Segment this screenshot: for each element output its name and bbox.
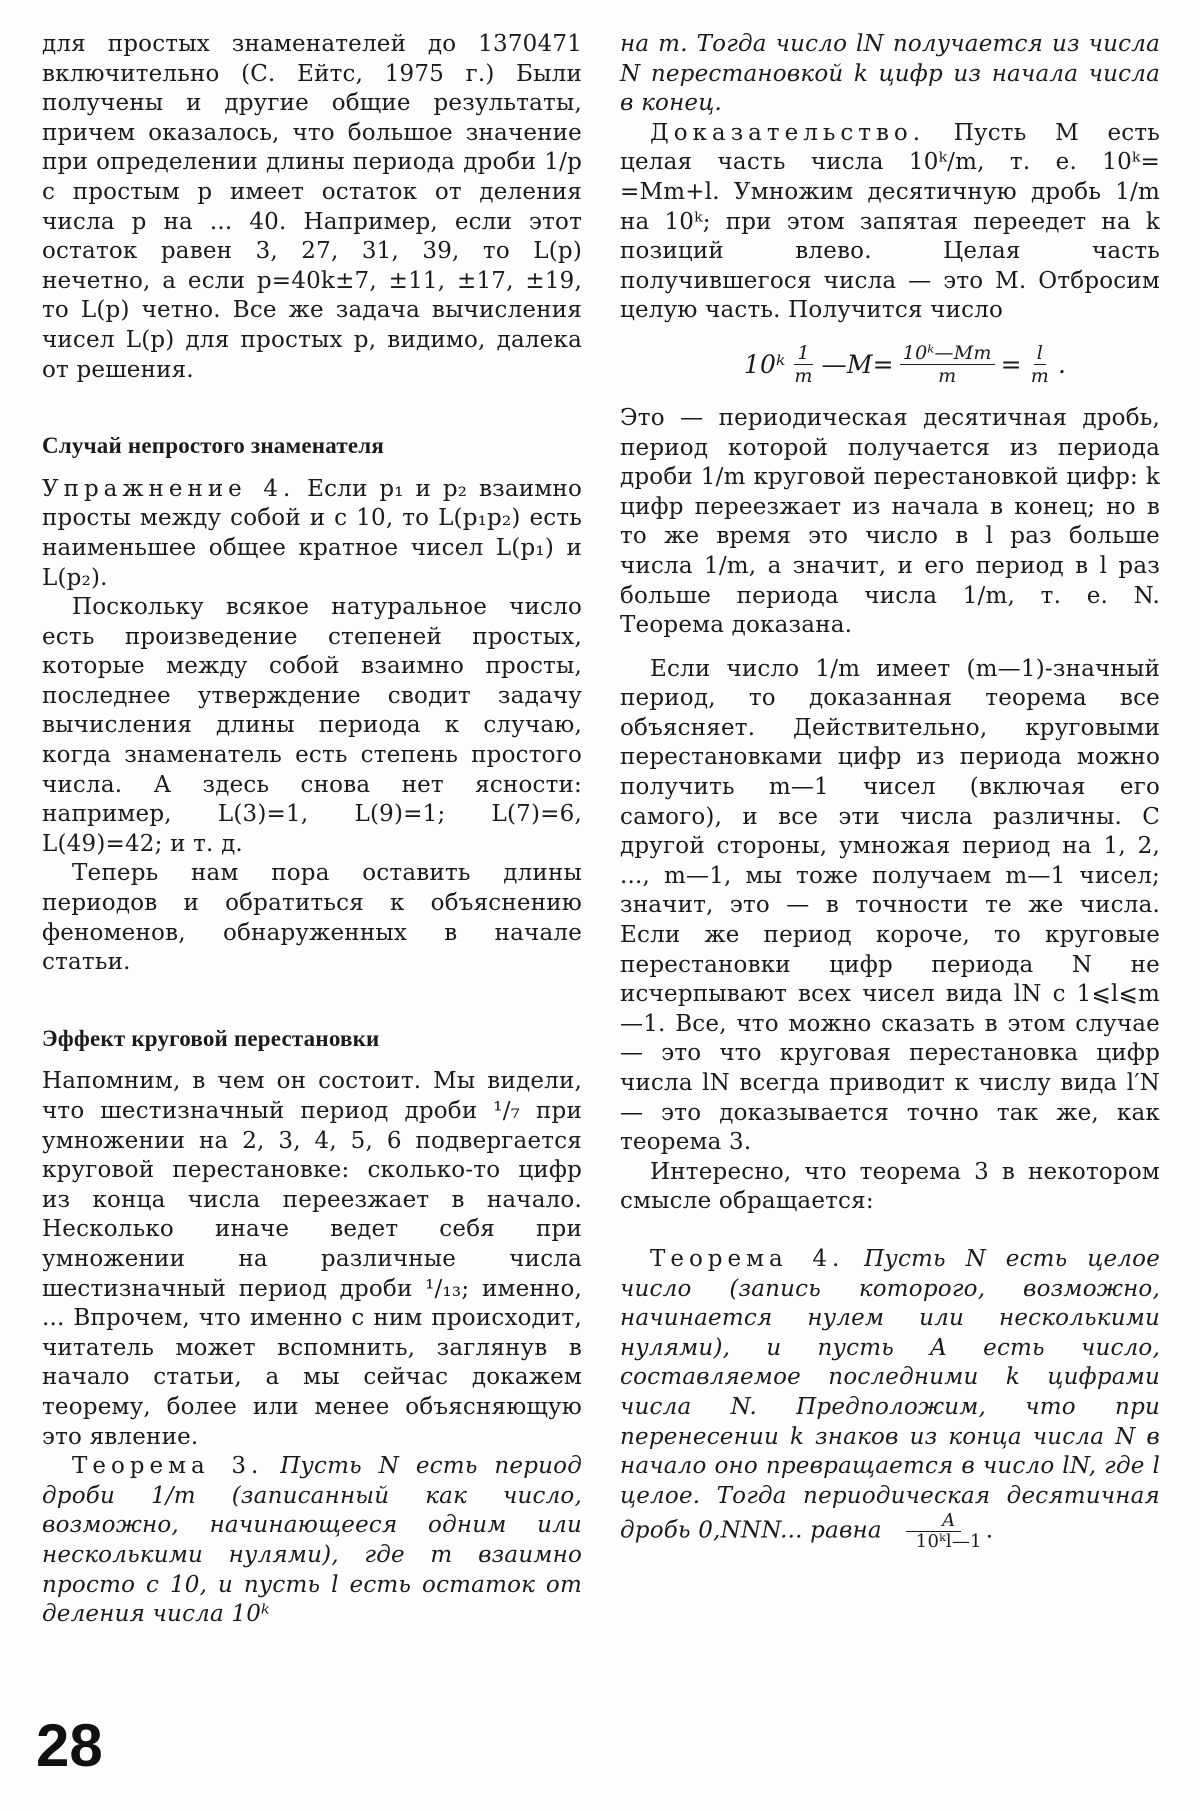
theorem-3 (42, 1452, 582, 1630)
formula-fraction-1 (791, 342, 815, 387)
formula-fraction-3 (1028, 342, 1052, 387)
proof-label: Доказательство. (650, 119, 926, 146)
fraction-1-denominator: m (794, 365, 813, 388)
exercise-text: Если p₁ и p₂ взаимно просты между собой и с 10, то L(p₁p₂) есть наименьшее общее кратное чисел L(p₁) и L(p₂). (42, 475, 582, 591)
fraction-2-denominator: m (938, 365, 957, 388)
intro-paragraph: для простых знаменателей до 1370471 включительно (С. Ейтс, 1975 г.) Были получены и другие общие результаты, причем оказалось, что большое значение при определении длины периода дроби 1/p с простым p имеет остаток от деления числа p на ... 40. Например, если этот остаток равен 3, 27, 31, 39, то L(p) нечетно, а если p=40k±7, ±11, ±17, ±19, то L(p) четно. Все же задача вычисления чисел L(p) для простых p, видимо, далека от решения. (42, 31, 582, 383)
fraction-3-numerator: l (1034, 342, 1046, 365)
theorem-4-fraction-denominator: 10ᵏl—1 (915, 1531, 982, 1553)
exercise-4 (42, 475, 582, 593)
theorem-4-fraction-numerator: A (906, 1511, 961, 1532)
theorem-4-end: . (985, 1517, 994, 1544)
left-column (42, 30, 582, 1630)
paragraph-transition: Теперь нам пора оставить длины периодов и обратиться к объяснению феноменов, обнаруженных в начале статьи. (42, 860, 582, 976)
paragraph-after-formula: Это — периодическая десятичная дробь, период которой получается из периода дроби 1/m круговой перестановкой цифр: k цифр переезжает из начала в конец; но в то же время это число в l раз больше числа 1/m, а значит, и его период в l раз больше периода числа 1/m, т. е. N. Теорема доказана. (620, 404, 1160, 639)
paragraph-prime-powers: Поскольку всякое натуральное число есть произведение степеней простых, которые между собой взаимно просты, последнее утверждение сводит задачу вычисления длины периода к случаю, когда знаменатель есть степень простого числа. А здесь снова нет ясности: например, L(3)=1, L(9)=1; L(7)=6, L(49)=42; и т. д. (42, 594, 582, 857)
formula-period: . (1057, 350, 1067, 380)
right-column (620, 30, 1160, 1552)
fraction-3-denominator: m (1030, 365, 1049, 388)
display-formula (650, 334, 1160, 396)
paragraph-explanation: Если число 1/m имеет (m—1)-значный период, то доказанная теорема все объясняет. Действительно, круговыми перестановками цифр из периода можно получить m—1 чисел (включая его самого), и все эти числа различны. С другой стороны, умножая период на 1, 2, ..., m—1, мы тоже получаем m—1 чисел; значит, это — в точности те же числа. Если же период короче, то круговые перестановки цифр периода N не исчерпывают всех чисел вида lN с 1⩽l⩽m—1. Все, что можно сказать в этом случае — это что круговая перестановка цифр числа lN всегда приводит к числу вида l′N — это доказывается точно так же, как теорема 3. (620, 655, 1160, 1156)
theorem-3-label: Теорема 3. (72, 1453, 264, 1480)
fraction-2-numerator: 10ᵏ—Mm (900, 342, 995, 365)
paragraph-converse: Интересно, что теорема 3 в некотором смысле обращается: (620, 1158, 1160, 1215)
exercise-label: Упражнение 4. (42, 475, 296, 502)
formula-minus-m: —M= (821, 350, 894, 380)
fraction-1-numerator: 1 (794, 342, 812, 365)
page-number: 28 (36, 1712, 103, 1779)
theorem-4 (620, 1245, 1160, 1552)
theorem-4-text: Пусть N есть целое число (запись которого, возможно, начинается нулем или несколькими нулями), и пусть A есть число, составляемое последними k цифрами числа N. Предположим, что при перенесении k знаков из конца числа N в начало оно превращается в число lN, где l целое. Тогда периодическая десятичная дробь 0,NNN... равна (620, 1245, 1161, 1544)
paragraph-recall: Напомним, в чем он состоит. Мы видели, что шестизначный период дроби ¹/₇ при умножении на 2, 3, 4, 5, 6 подвергается круговой перестановке: сколько-то цифр из конца числа переезжает в начало. Несколько иначе ведет себя при умножении на различные числа шестизначный период дроби ¹/₁₃; именно, ... Впрочем, что именно с ним происходит, читатель может вспомнить, заглянув в начало статьи, а мы сейчас докажем теорему, более или менее объясняющую это явление. (42, 1068, 582, 1450)
section-heading-composite-denominator: Случай непростого знаменателя (42, 433, 384, 459)
formula-equals: = (1000, 350, 1022, 380)
proof (620, 119, 1160, 326)
section-heading-circular-permutation: Эффект круговой перестановки (42, 1025, 380, 1051)
formula-lead: 10ᵏ (743, 350, 786, 380)
theorem-4-label: Теорема 4. (650, 1245, 845, 1272)
theorem-4-fraction (886, 1511, 982, 1552)
theorem-3-text: Пусть N есть период дроби 1/m (записанный как число, возможно, начинающееся одним или несколькими нулями), где m взаимно просто с 10, и пусть l есть остаток от деления числа 10ᵏ (42, 1453, 582, 1628)
formula-fraction-2 (900, 342, 995, 387)
proof-text: Пусть M есть целая часть числа 10ᵏ/m, т. е. 10ᵏ= =Mm+l. Умножим десятичную дробь 1/m на 10ᵏ; при этом запятая переедет на k позиций влево. Целая часть получившегося числа — это M. Отбросим целую часть. Получится число (620, 119, 1160, 324)
theorem-3-continuation: на m. Тогда число lN получается из числа N перестановкой k цифр из начала числа в конец. (620, 31, 1160, 117)
